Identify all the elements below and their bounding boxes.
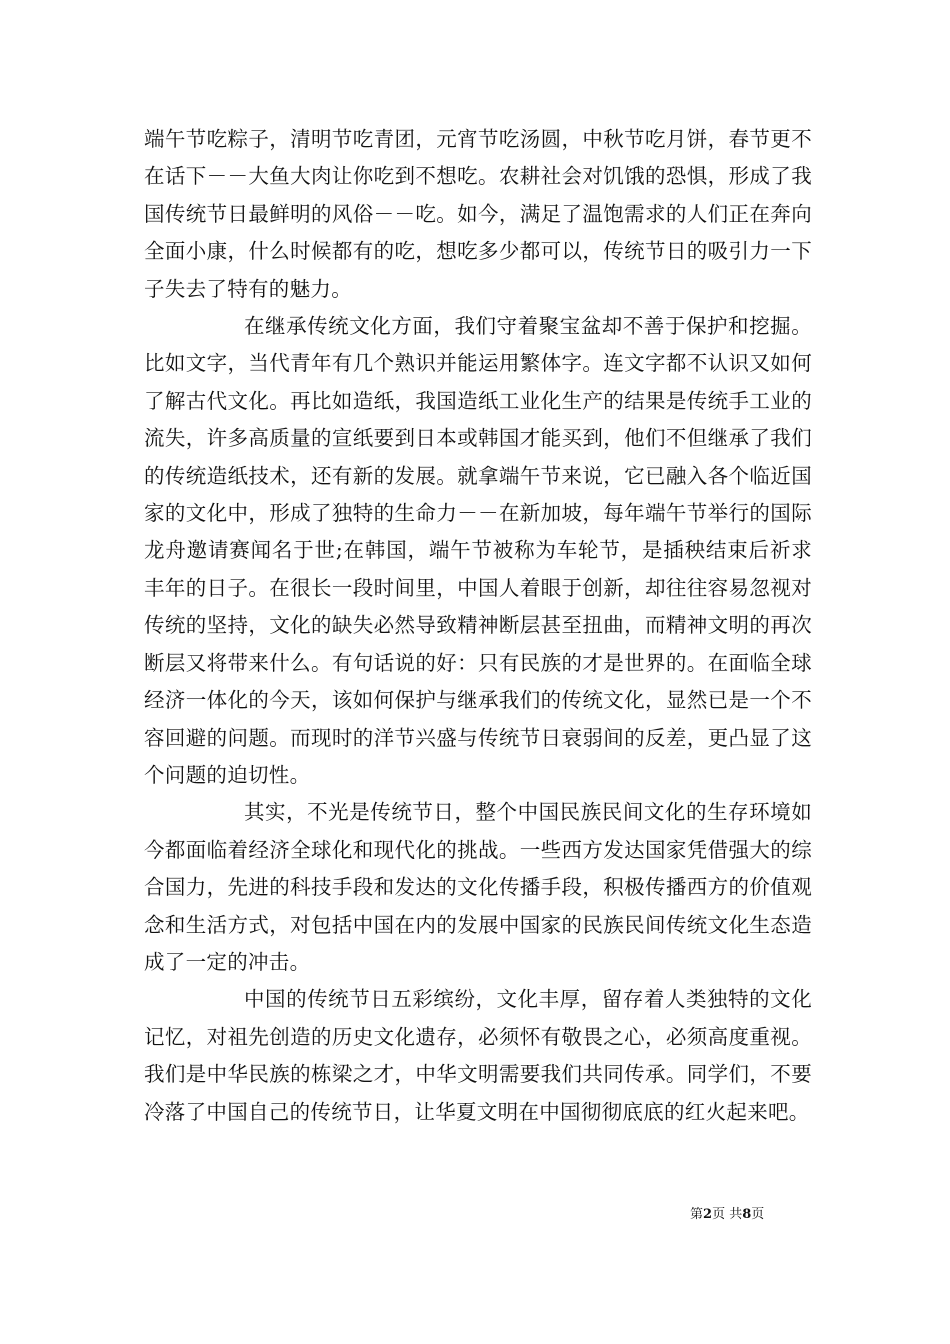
current-page-number: 2 bbox=[703, 1207, 713, 1222]
paragraph-2: 在继承传统文化方面，我们守着聚宝盆却不善于保护和挖掘。比如文字，当代青年有几个熟识并能运用繁体字。连文字都不认识又如何了解古代文化。再比如造纸，我国造纸工业化生产的结果是传统手工业的流失，许多高质量的宣纸要到日本或韩国才能买到，他们不但继承了我们的传统造纸技术，还有新的发展。就拿端午节来说，它已融入各个临近国家的文化中，形成了独特的生命力－－在新加坡，每年端午节举行的国际龙舟邀请赛闻名于世;在韩国，端午节被称为车轮节，是插秧结束后祈求丰年的日子。在很长一段时间里，中国人着眼于创新，却往往容易忽视对传统的坚持，文化的缺失必然导致精神断层甚至扭曲，而精神文明的再次断层又将带来什么。有句话说的好：只有民族的才是世界的。在面临全球经济一体化的今天，该如何保护与继承我们的传统文化，显然已是一个不容回避的问题。而现时的洋节兴盛与传统节日衰弱间的反差，更凸显了这个问题的迫切性。 bbox=[144, 314, 812, 787]
footer-suffix: 页 bbox=[751, 1207, 765, 1222]
page-number-footer bbox=[690, 1206, 830, 1224]
document-body bbox=[144, 121, 812, 1131]
paragraph-4: 中国的传统节日五彩缤纷，文化丰厚，留存着人类独特的文化记忆，对祖先创造的历史文化遗存，必须怀有敬畏之心，必须高度重视。我们是中华民族的栋梁之才，中华文明需要我们共同传承。同学们，不要冷落了中国自己的传统节日，让华夏文明在中国彻彻底底的红火起来吧。 bbox=[144, 987, 812, 1124]
total-page-count: 8 bbox=[742, 1207, 752, 1222]
footer-middle: 页 共 bbox=[712, 1207, 743, 1222]
paragraph-1: 端午节吃粽子，清明节吃青团，元宵节吃汤圆，中秋节吃月饼，春节更不在话下－－大鱼大肉让你吃到不想吃。农耕社会对饥饿的恐惧，形成了我国传统节日最鲜明的风俗－－吃。如今，满足了温饱需求的人们正在奔向全面小康，什么时候都有的吃，想吃多少都可以，传统节日的吸引力一下子失去了特有的魅力。 bbox=[144, 127, 812, 301]
paragraph-3: 其实，不光是传统节日，整个中国民族民间文化的生存环境如今都面临着经济全球化和现代化的挑战。一些西方发达国家凭借强大的综合国力，先进的科技手段和发达的文化传播手段，积极传播西方的价值观念和生活方式，对包括中国在内的发展中国家的民族民间传统文化生态造成了一定的冲击。 bbox=[144, 800, 812, 974]
footer-prefix: 第 bbox=[690, 1207, 704, 1222]
